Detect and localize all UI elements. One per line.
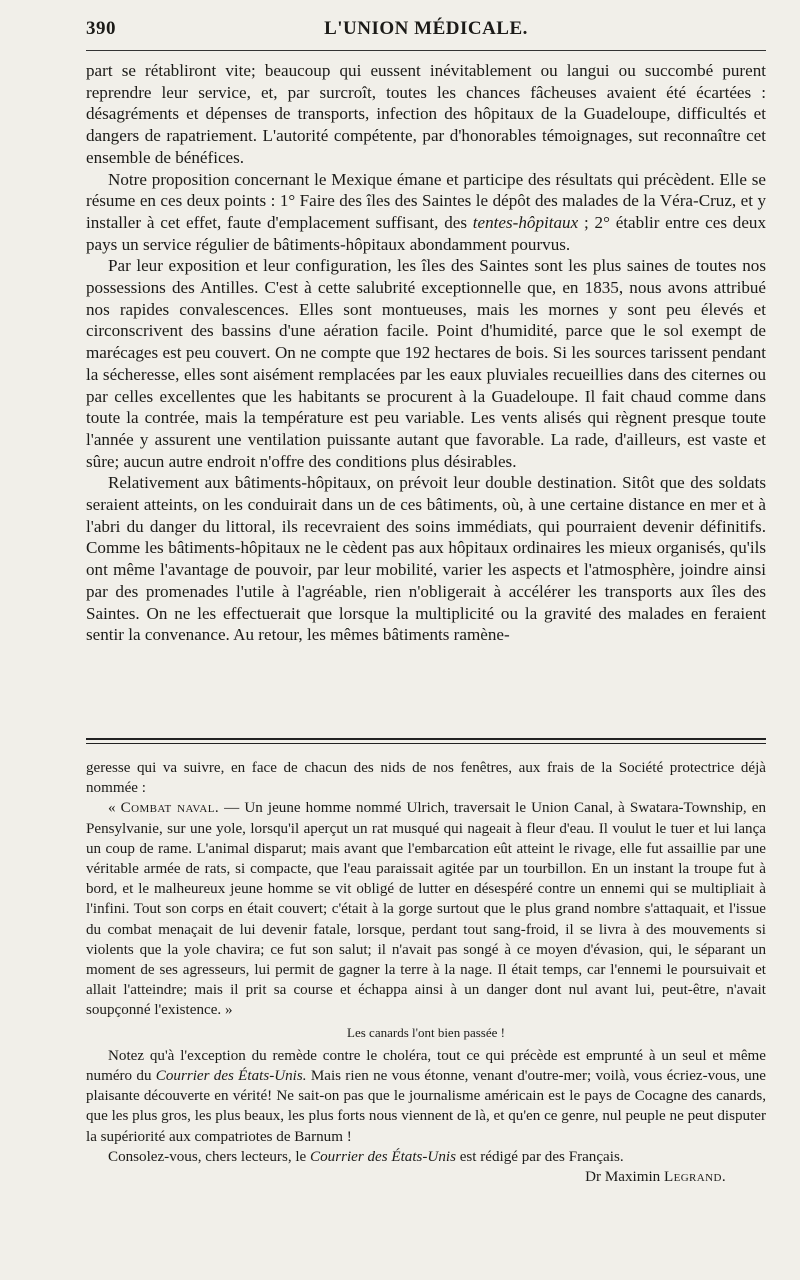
italic-title: Courrier des États-Unis. [155,1068,307,1085]
paragraph: « Combat naval. — Un jeune homme nommé Ulrich, traversait le Union Canal, à Swatara-Township, en Pensylvanie, sur une yole, lorsqu'il aperçut un rat musqué qui nageait à fleur d'eau. Il voulut le tuer et lui lança un coup de rame. L'animal disparut; mais avant que l'embarcation eût atteint le rivage, elle fut assaillie par une véritable armée de rats, si compacte, que l'eau paraissait agitée par un tourbillon. En un instant la troupe fut à bord, et le malheureux jeune homme se vit obligé de lutter en désespéré contre un ennemi qui se multipliait à l'infini. Tout son corps en était couvert; c'était à la gorge surtout que le plus grand nombre s'attaquait, et l'issue du combat menaçait de lui devenir fatale, lorsque, perdant tout sang-froid, il se livra à des mouvements si violents que la yole chavira; ce fut son salut; il n'avait pas songé à ce moyen d'évasion, qui, le séparant un moment de ses agresseurs, lui permit de gagner la terre à la nage. Il était temps, car l'ennemi le poursuivait et allait l'atteindre; mais il prit sa course et échappa ainsi à un danger dont nul avant lui, peut-être, n'avait soupçonné l'existence. » [86,800,767,1019]
section-heading: Les canards l'ont bien passée ! [347,1024,505,1040]
header-rule [86,50,766,51]
paragraph: part se rétabliront vite; beaucoup qui eussent inévitablement ou langui ou succombé purent reprendre leur service, et, par surcroît, toutes les chances fâcheuses avaient été écartées : désagréments et dépenses de transports, infection des hôpitaux de la Guadeloupe, difficultés et dangers de rapatriement. L'autorité compétente, par d'honorables témoignages, sut reconnaître cet ensemble de bénéfices. [86,61,766,167]
author-signature: Dr Maximin Legrand. [585,1169,726,1186]
italic-term: tentes-hôpitaux [472,212,579,232]
feuilleton-separator-rule [86,738,766,744]
running-title: L'UNION MÉDICALE. [324,18,528,39]
section-caps: Combat naval. [120,800,219,817]
page-number: 390 [86,18,116,39]
main-text-column [86,60,766,646]
paragraph: Par leur exposition et leur configuration, les îles des Saintes sont les plus saines de toutes nos possessions des Antilles. C'est à cette salubrité exceptionnelle que, en 1835, nous avons attribué nos rapides convalescences. Elles sont montueuses, mais les mornes y sont peu élevés et circonscrivent des bassins d'une aération facile. Point d'humidité, parce que le sol exempt de marécages est peu couvert. On ne compte que 192 hectares de bois. Si les sources tarissent pendant la sécheresse, elles sont aisément remplacées par les eaux pluviales recueillies dans des citernes ou par celles excellentes que les habitants se procurent à la Guadeloupe. Il fait chaud comme dans toute la contrée, mais la température est peu variable. Les vents alisés qui règnent presque toute l'année y assurent une ventilation puissante autant que favorable. La rade, d'ailleurs, est vaste et sûre; aucun autre endroit n'offre des conditions plus désirables. [86,256,766,471]
paragraph: Relativement aux bâtiments-hôpitaux, on prévoit leur double destination. Sitôt que des soldats seraient atteints, on les conduirait dans un de ces bâtiments, où, à une certaine distance en mer et à l'abri du danger du littoral, ils recevraient des soins immédiats, qui pourraient devenir définitifs. Comme les bâtiments-hôpitaux ne le cèdent pas aux hôpitaux ordinaires les mieux organisés, qu'ils ont même l'avantage de pouvoir, par leur mobilité, varier les aspects et l'atmosphère, joindre ainsi par des promenades l'utile à l'agréable, rien n'obligerait à accélérer les transports aux îles des Saintes. On ne les effectuerait que lorsque la multiplicité ou la gravité des malades en feraient sentir la convenance. Au retour, les mêmes bâtiments ramène- [86,473,766,645]
italic-title: Courrier des États-Unis [310,1148,456,1165]
paragraph: Notez qu'à l'exception du remède contre le choléra, tout ce qui précède est emprunté à un seul et même numéro du Courrier des États-Unis. Mais rien ne vous étonne, venant d'outre-mer; voilà, vous écriez-vous, une plaisante découverte en vérité! Ne sait-on pas que le journalisme américain est le pays de Cocagne des canards, que les plus gros, les plus beaux, les plus forts nous viennent de là, et qu'en ce genre, nul peuple ne peut disputer la supériorité aux compatriotes de Barnum ! [86,1047,766,1145]
page-header [86,18,766,46]
paragraph: Notre proposition concernant le Mexique émane et participe des résultats qui précèdent. Elle se résume en ces deux points : 1° Faire des îles des Saintes le dépôt des malades de la Véra-Cruz, et y installer à cet effet, faute d'emplacement suffisant, des tentes-hôpitaux ; 2° établir entre ces deux pays un service régulier de bâtiments-hôpitaux abondamment pourvus. [86,169,767,254]
paragraph: Consolez-vous, chers lecteurs, le Courrier des États-Unis est rédigé par des Français. [108,1148,624,1165]
feuilleton-column [86,758,766,1187]
paragraph: geresse qui va suivre, en face de chacun des nids de nos fenêtres, aux frais de la Société protectrice déjà nommée : [86,760,766,797]
